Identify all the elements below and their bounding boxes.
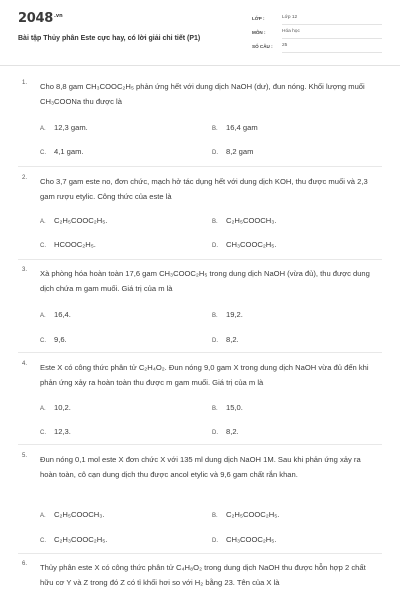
meta-subject-value: Hóa học	[282, 29, 382, 39]
question-number: 6.	[22, 561, 28, 567]
option-c[interactable]: C. 4,1 gam.	[40, 147, 84, 156]
meta-count-value: 25	[282, 43, 382, 53]
option-d[interactable]: D. 8,2 gam	[212, 147, 254, 156]
option-c[interactable]: C. C₂H₃COOC₂H₅.	[40, 535, 108, 544]
option-c[interactable]: C. 9,6.	[40, 335, 67, 344]
option-d[interactable]: D. 8,2.	[212, 427, 239, 436]
meta-question-count	[252, 42, 382, 54]
meta-subject-label: MÔN :	[252, 30, 266, 35]
divider	[18, 553, 382, 554]
question-text: Este X có công thức phân tử C₂H₄O₂. Đun nóng 9,0 gam X trong dung dịch NaOH vừa đủ đến khi phản ứng xảy ra hoàn toàn thu được m gam muối. Giá trị của m là	[40, 363, 369, 387]
divider	[18, 259, 382, 260]
option-a[interactable]: A. C₂H₅COOC₂H₅.	[40, 216, 108, 225]
option-a[interactable]: A. 16,4.	[40, 310, 71, 319]
meta-count-label: SỐ CÂU :	[252, 44, 273, 49]
meta-class	[252, 14, 382, 26]
option-d[interactable]: D. CH₃COOC₂H₅.	[212, 535, 277, 544]
option-b[interactable]: B. 16,4 gam	[212, 123, 258, 132]
divider	[18, 352, 382, 353]
document-header	[0, 0, 400, 66]
meta-class-value: Lớp 12	[282, 15, 382, 25]
question-number: 1.	[22, 80, 28, 86]
option-a[interactable]: A. 12,3 gam.	[40, 123, 88, 132]
option-c[interactable]: C. 12,3.	[40, 427, 71, 436]
question-text: Thủy phân este X có công thức phân tử C₄H₈O₂ trong dung dịch NaOH thu được hỗn hợp 2 chất hữu cơ Y và Z trong đó Z có tỉ khối hơi so với H₂ bằng 23. Tên của X là	[40, 563, 366, 587]
option-a[interactable]: A. C₂H₅COOCH₃.	[40, 510, 105, 519]
option-a[interactable]: A. 10,2.	[40, 403, 71, 412]
option-c[interactable]: C. HCOOC₂H₅.	[40, 240, 96, 249]
site-logo[interactable]: $2048^{.vn}$	[18, 11, 63, 26]
question-number: 3.	[22, 267, 28, 273]
question-text: Cho 8,8 gam CH₃COOC₂H₅ phản ứng hết với dung dịch NaOH (dư), đun nóng. Khối lượng muối CH₃COONa thu được là	[40, 82, 365, 106]
option-b[interactable]: B. 15,0.	[212, 403, 243, 412]
question-number: 2.	[22, 175, 28, 181]
option-d[interactable]: D. CH₃COOC₂H₅.	[212, 240, 277, 249]
divider	[18, 444, 382, 445]
divider	[18, 166, 382, 167]
logo-suffix: .vn	[53, 12, 63, 19]
option-b[interactable]: B. C₂H₅COOC₂H₅.	[212, 510, 280, 519]
option-d[interactable]: D. 8,2.	[212, 335, 239, 344]
meta-class-label: LỚP :	[252, 16, 265, 21]
question-text: Xà phòng hóa hoàn toàn 17,6 gam CH₃COOC₂H₅ trong dung dịch NaOH (vừa đủ), thu được dung dịch chứa m gam muối. Giá trị của m là	[40, 269, 370, 293]
page-title: Bài tập Thủy phân Este cực hay, có lời giải chi tiết (P1)	[18, 35, 201, 42]
question-number: 5.	[22, 453, 28, 459]
option-b[interactable]: B. 19,2.	[212, 310, 243, 319]
question-text: Đun nóng 0,1 mol este X đơn chức X với 135 ml dung dịch NaOH 1M. Sau khi phản ứng xảy ra hoàn toàn, cô cạn dung dịch thu được ancol etylic và 9,6 gam chất rắn khan.	[40, 455, 361, 479]
meta-subject	[252, 28, 382, 40]
option-b[interactable]: B. C₂H₅COOCH₃.	[212, 216, 277, 225]
question-number: 4.	[22, 361, 28, 367]
question-text: Cho 3,7 gam este no, đơn chức, mạch hở tác dụng hết với dung dịch KOH, thu được muối và 2,3 gam rượu etylic. Công thức của este là	[40, 177, 368, 201]
